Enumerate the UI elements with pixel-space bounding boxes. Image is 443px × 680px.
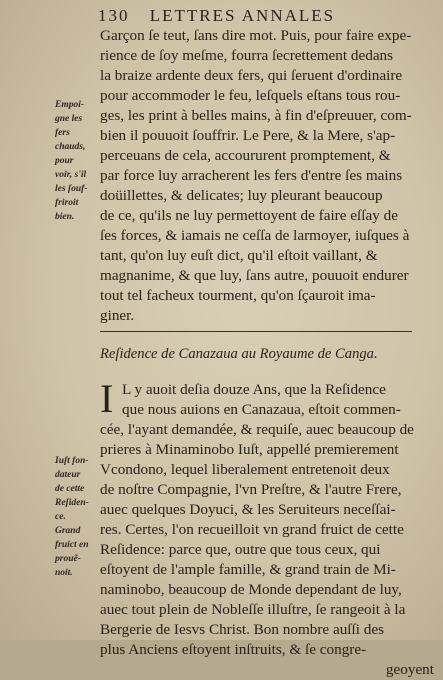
text-line: perceuans de cela, accoururent promptement, & [100,147,391,164]
note-line: bien. [55,212,75,222]
text-line: L y auoit deſia douze Ans, que la Reſidence [122,381,386,398]
note-line: voir, s'il [55,170,87,180]
note-line: pour [55,156,74,166]
text-line: prieres à Minaminobo Iuſt, appellé premierement [100,441,399,458]
note-line: Reſiden- [55,498,89,508]
section-title: Reſidence de Canazaua au Royaume de Canga. [100,346,378,362]
paragraph-lower [100,376,434,680]
margin-note-upper [55,98,97,224]
text-line: pour accommoder le feu, leſquels eſtans tous rou- [100,87,401,104]
text-line: de noſtre Compagnie, l'vn Preſtre, & l'autre Frere, [100,481,402,498]
note-line: Iuſt fon- [55,456,89,466]
text-line: doüillettes, & delicates; luy pleurant beaucoup [100,187,383,204]
note-line: fers [55,128,70,138]
note-line: chauds, [55,142,86,152]
text-line: giner. [100,307,135,324]
text-line: par force luy arracherent les fers d'entre ſes mains [100,167,403,184]
text-line: Bergerie de Iesvs Christ. Bon nombre auſſi des [100,621,385,638]
text-line: rience de ſoy meſme, fourra ſecrettement dedans [100,47,394,64]
text-line: bien il pouuoit ſouffrir. Le Pere, & la Mere, s'ap- [100,127,396,144]
text-line: ſes forces, & iamais ne ceſſa de larmoyer, iuſques à [100,227,410,244]
note-line: friroit [55,198,79,208]
text-line: geoyent [385,661,434,678]
text-line: Vcondono, lequel liberalement entretenoit deux [100,461,390,478]
text-line: cée, l'ayant demandée, & requiſe, auec beaucoup de [100,421,414,438]
margin-note-lower [55,454,97,580]
note-line: noit. [55,568,73,578]
text-line: de ce, qu'ils ne luy permettoyent de faire eſſay de [100,207,398,224]
text-line: res. Certes, l'on recueilloit vn grand fruict de cette [100,521,404,538]
paragraph-upper [100,26,434,326]
note-line: de cette [55,484,85,494]
text-line: la braize ardente deux fers, qui ſeruent d'ordinaire [100,67,403,84]
text-line: tant, qu'on luy euſt dict, qu'il eſtoit vaillant, & [100,247,378,264]
note-line: dateur [55,470,81,480]
text-line: tout tel facheux tourment, qu'on ſçauroit ima- [100,287,376,304]
note-line: ce. [55,512,66,522]
text-line: que nous auions en Canazaua, eſtoit commen- [122,401,401,418]
note-line: Empoi- [55,100,85,110]
text-line: Garçon ſe teut, ſans dire mot. Puis, pour faire expe- [100,27,412,44]
page-number: 130 [98,6,130,25]
running-title: LETTRES ANNALES [149,6,336,25]
text-line: magnanime, & que luy, ſans autre, pouuoit endurer [100,267,409,284]
text-line: auec tout plein de Nobleſſe illuſtre, ſe rangeoit à la [100,601,406,618]
text-line: naminobo, beaucoup de Monde dependant de luy, [100,581,402,598]
text-line: Reſidence: parce que, outre que tous ceux, qui [100,541,381,558]
text-line: eſtoyent de l'ample famille, & grand train de Mi- [100,561,396,578]
drop-cap: I [100,376,114,421]
note-line: fruict en [55,540,89,550]
section-divider [100,331,412,332]
note-line: les ſouf- [55,184,88,194]
text-line: auec quelques Doyuci, & les Seruiteurs neceſſai- [100,501,396,518]
text-line: ges, les print à belles mains, à fin d'eſpreuuer, com- [100,107,412,124]
note-line: prouẽ- [55,554,81,564]
note-line: gne les [55,114,83,124]
note-line: Grand [55,526,81,536]
text-line: plus Anciens eſtoyent inſtruits, & ſe congre- [100,641,367,658]
